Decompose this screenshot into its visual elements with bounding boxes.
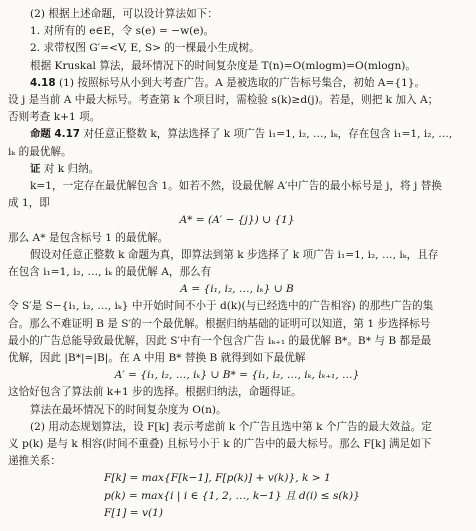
text-line — [8, 247, 466, 264]
line-text: 假设对任意正整数 k 命题为真，即算法到第 k 步选择了 k 项广告 i₁=1, i₂, …, iₖ，且存 — [30, 248, 439, 261]
line-text: p(k) = max{i | i ∈ {1, 2, …, k−1} 且 d(i) ≤ s(k)} — [104, 489, 360, 502]
text-line — [8, 109, 466, 126]
line-text: 最小的广告总能导致最优解，因此 S′中有一个包含广告 iₖ₊₁ 的最优解 B*。B* 与 B 都是最 — [8, 334, 432, 347]
text-line — [8, 298, 466, 315]
text-line — [8, 126, 466, 143]
text-line — [8, 367, 466, 384]
text-line — [8, 470, 466, 487]
text-line — [8, 75, 466, 92]
line-text: 算法在最坏情况下的时间复杂度为 O(n)。 — [30, 403, 227, 416]
line-text: 设 j 是当前 A 中最大标号。考查第 k 个项目时，需检验 s(k)≥d(j)。若是，则把 k 加入 A； — [8, 94, 439, 107]
text-line — [8, 161, 466, 178]
text-line — [8, 58, 466, 75]
line-text: 2. 求带权图 G′=<V, E, S> 的一棵最小生成树。 — [30, 42, 260, 55]
text-line — [8, 384, 466, 401]
line-text: 根据 Kruskal 算法，最坏情况下的时间复杂度是 T(n)=O(mlogm)=O(mlogn)。 — [30, 59, 417, 72]
line-text: 令 S′是 S−{i₁, i₂, …, iₖ} 中开始时间不小于 d(k)(与已经选中的广告相容) 的那些广告的集 — [8, 300, 434, 313]
text-line — [8, 402, 466, 419]
line-text: F[1] = v(1) — [104, 506, 163, 519]
line-text: 成 1，即 — [8, 197, 50, 210]
text-line — [8, 333, 466, 350]
line-text: 在包含 i₁=1, i₂, …, iₖ 的最优解 A，那么有 — [8, 266, 212, 279]
text-line — [8, 453, 466, 470]
line-text: 这恰好包含了算法前 k+1 步的选择。根据归纳法，命题得证。 — [8, 386, 302, 399]
line-text: A* = (A′ − {j}) ∪ {1} — [179, 214, 295, 227]
line-text: k=1，一定存在最优解包含 1。如若不然，设最优解 A′中广告的最小标号是 j，将 j 替换 — [30, 180, 442, 193]
line-text: A′ = {i₁, i₂, …, iₖ} ∪ B* = {i₁, i₂, …, iₖ, iₖ₊₁, …} — [114, 369, 360, 382]
line-text: 1. 对所有的 e∈E，令 s(e) = −w(e)。 — [30, 25, 215, 38]
line-text: iₖ 的最优解。 — [8, 145, 72, 158]
line-text: (1) 按照标号从小到大考查广告。A 是被选取的广告标号集合，初始 A={1}。 — [59, 76, 426, 89]
text-line — [8, 144, 466, 161]
text-line — [8, 6, 466, 23]
line-text: 那么 A* 是包含标号 1 的最优解。 — [8, 231, 169, 244]
text-line — [8, 178, 466, 195]
text-line — [8, 230, 466, 247]
text-line — [8, 23, 466, 40]
line-text: F[k] = max{F[k−1], F[p(k)] + v(k)}, k > 1 — [104, 472, 331, 485]
line-text: A = {i₁, i₂, …, iₖ} ∪ B — [180, 283, 294, 296]
item-label: 命题 4.17 — [30, 128, 81, 141]
line-text: 否则考查 k+1 项。 — [8, 111, 101, 124]
line-text: (2) 根据上述命题，可以设计算法如下： — [30, 8, 218, 20]
text-line — [8, 92, 466, 109]
text-line — [8, 316, 466, 333]
text-line — [8, 505, 466, 522]
line-text: 对任意正整数 k，算法选择了 k 项广告 i₁=1, i₂, …, iₖ，存在包含 i₁=1, i₂, …, — [83, 128, 453, 141]
item-label: 4.18 — [30, 76, 56, 89]
text-line — [8, 212, 466, 229]
text-line — [8, 195, 466, 212]
text-line — [8, 264, 466, 281]
line-text: 递推关系： — [8, 455, 61, 468]
text-line — [8, 281, 466, 298]
text-line — [8, 436, 466, 453]
text-line — [8, 419, 466, 436]
item-label: 证 — [30, 162, 41, 175]
line-text: 合。那么不难证明 B 是 S′的一个最优解。根据归纳基础的证明可以知道，第 1 步选择标号 — [8, 317, 431, 330]
line-text: 义 p(k) 是与 k 相容(时间不重叠) 且标号小于 k 的广告中的最大标号。那么 F[k] 满足如下 — [8, 438, 432, 451]
text-line — [8, 488, 466, 505]
text-line — [8, 40, 466, 57]
line-text: 对 k 归纳。 — [43, 162, 100, 175]
line-text: 优解，因此 |B*|=|B|。在 A 中用 B* 替换 B 就得到如下最优解 — [8, 352, 306, 365]
text-line — [8, 350, 466, 367]
line-text: (2) 用动态规划算法，设 F[k] 表示考虑前 k 个广告且选中第 k 个广告的最大效益。定 — [30, 420, 432, 433]
